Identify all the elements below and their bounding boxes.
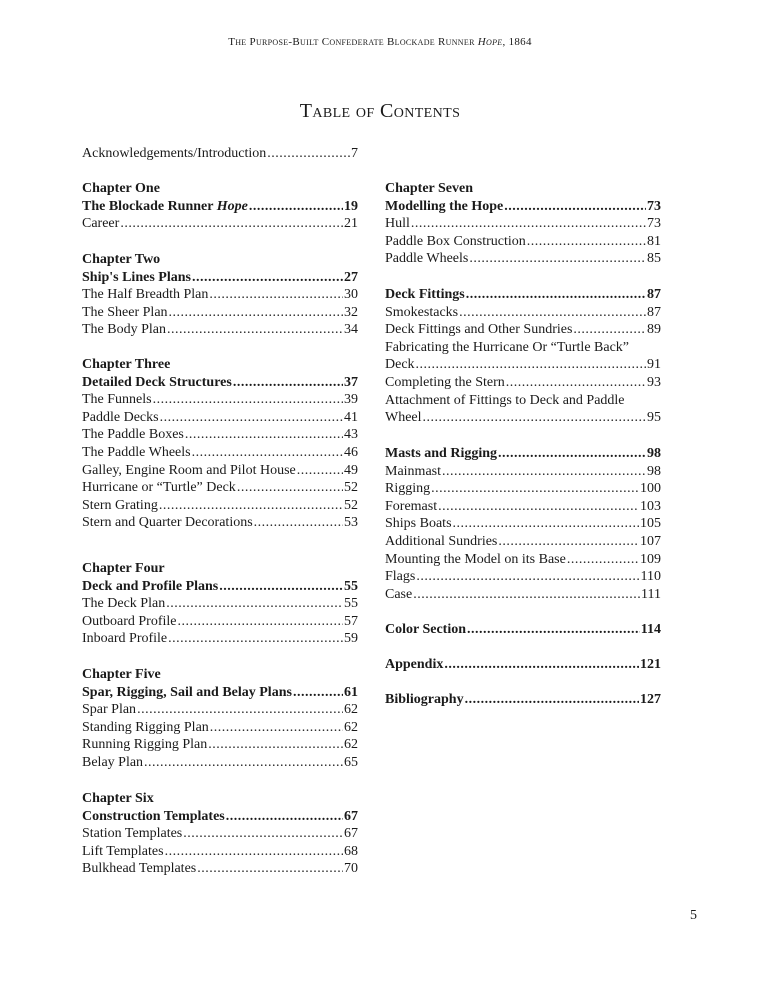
- chapter-heading: Chapter Six: [82, 791, 154, 806]
- toc-entry[interactable]: Belay Plan ..... 65: [82, 754, 358, 772]
- chapter-seven: [385, 180, 661, 268]
- toc-entry[interactable]: Deck and Profile Plans ..... 55: [82, 578, 358, 596]
- toc-entry[interactable]: Lift Templates ..... 68: [82, 843, 358, 861]
- chapter-heading: Chapter Two: [82, 252, 161, 267]
- toc-intro: [82, 145, 358, 163]
- running-title: The Purpose-Built Confederate Blockade Runner: [228, 36, 475, 48]
- toc-entry[interactable]: Ships Boats ..... 105: [385, 515, 661, 533]
- toc-entry[interactable]: Deck ..... 91: [385, 356, 661, 374]
- chapter-heading: Chapter Three: [82, 357, 171, 372]
- toc-entry[interactable]: Inboard Profile ..... 59: [82, 630, 358, 648]
- toc-entry[interactable]: Acknowledgements/Introduction ..... 7: [82, 145, 358, 163]
- toc-entry[interactable]: Detailed Deck Structures ..... 37: [82, 374, 358, 392]
- toc-entry[interactable]: Paddle Decks ..... 41: [82, 409, 358, 427]
- chapter-heading: Chapter Five: [82, 667, 161, 682]
- toc-entry[interactable]: Hull ..... 73: [385, 215, 661, 233]
- toc-entry[interactable]: The Funnels ..... 39: [82, 391, 358, 409]
- toc-entry[interactable]: Color Section ..... 114: [385, 621, 661, 639]
- section-deck-fittings: [385, 286, 661, 427]
- running-header: [0, 36, 760, 48]
- toc-entry[interactable]: Spar Plan ..... 62: [82, 701, 358, 719]
- toc-entry[interactable]: Bulkhead Templates ..... 70: [82, 860, 358, 878]
- toc-entry[interactable]: Paddle Wheels ..... 85: [385, 250, 661, 268]
- toc-entry[interactable]: Wheel ..... 95: [385, 409, 661, 427]
- toc-entry[interactable]: Appendix ..... 121: [385, 656, 661, 674]
- section-masts-rigging: [385, 445, 661, 603]
- toc-entry[interactable]: Stern and Quarter Decorations ..... 53: [82, 514, 358, 532]
- page-title: Table of Contents: [299, 100, 461, 122]
- toc-entry[interactable]: Completing the Stern ..... 93: [385, 374, 661, 392]
- toc-entry[interactable]: Hurricane or “Turtle” Deck ..... 52: [82, 479, 358, 497]
- toc-entry[interactable]: Mainmast ..... 98: [385, 463, 661, 481]
- toc-entry[interactable]: The Paddle Wheels ..... 46: [82, 444, 358, 462]
- section-bibliography: [385, 691, 661, 709]
- chapter-four: [82, 560, 358, 648]
- toc-entry[interactable]: Smokestacks ..... 87: [385, 304, 661, 322]
- toc-entry[interactable]: Deck Fittings ..... 87: [385, 286, 661, 304]
- toc-entry[interactable]: Standing Rigging Plan ..... 62: [82, 719, 358, 737]
- chapter-heading: Chapter One: [82, 181, 160, 196]
- chapter-two: [82, 251, 358, 339]
- toc-entry[interactable]: Case ..... 111: [385, 586, 661, 604]
- toc-entry[interactable]: Outboard Profile ..... 57: [82, 613, 358, 631]
- toc-entry[interactable]: Paddle Box Construction ..... 81: [385, 233, 661, 251]
- toc-entry[interactable]: Modelling the Hope ..... 73: [385, 198, 661, 216]
- toc-entry-wrap-line[interactable]: Attachment of Fittings to Deck and Paddle: [385, 392, 625, 408]
- toc-entry[interactable]: Career ..... 21: [82, 215, 358, 233]
- running-title-year: , 1864: [502, 36, 532, 48]
- chapter-one: [82, 180, 358, 233]
- toc-entry[interactable]: Ship's Lines Plans ..... 27: [82, 269, 358, 287]
- toc-entry[interactable]: Flags ..... 110: [385, 568, 661, 586]
- toc-entry[interactable]: Construction Templates ..... 67: [82, 808, 358, 826]
- toc-entry[interactable]: Bibliography ..... 127: [385, 691, 661, 709]
- toc-entry[interactable]: Stern Grating ..... 52: [82, 497, 358, 515]
- toc-entry[interactable]: Rigging ..... 100: [385, 480, 661, 498]
- toc-entry[interactable]: Masts and Rigging ..... 98: [385, 445, 661, 463]
- toc-entry[interactable]: Foremast ..... 103: [385, 498, 661, 516]
- toc-entry[interactable]: The Deck Plan ..... 55: [82, 595, 358, 613]
- chapter-five: [82, 666, 358, 772]
- toc-entry[interactable]: The Half Breadth Plan ..... 30: [82, 286, 358, 304]
- toc-entry[interactable]: Spar, Rigging, Sail and Belay Plans ..... 61: [82, 684, 358, 702]
- chapter-three: [82, 356, 358, 532]
- page-number: 5: [690, 908, 697, 923]
- toc-entry[interactable]: The Blockade Runner Hope ..... 19: [82, 198, 358, 216]
- chapter-heading: Chapter Seven: [385, 181, 474, 196]
- toc-entry[interactable]: Station Templates ..... 67: [82, 825, 358, 843]
- toc-entry[interactable]: The Paddle Boxes ..... 43: [82, 426, 358, 444]
- toc-entry[interactable]: The Body Plan ..... 34: [82, 321, 358, 339]
- toc-entry-wrap-line[interactable]: Fabricating the Hurricane Or “Turtle Back”: [385, 339, 630, 355]
- toc-entry[interactable]: The Sheer Plan ..... 32: [82, 304, 358, 322]
- toc-entry[interactable]: Running Rigging Plan ..... 62: [82, 736, 358, 754]
- toc-entry[interactable]: Galley, Engine Room and Pilot House ..... 49: [82, 462, 358, 480]
- chapter-heading: Chapter Four: [82, 561, 165, 576]
- toc-entry[interactable]: Mounting the Model on its Base ..... 109: [385, 551, 661, 569]
- toc-entry[interactable]: Additional Sundries ..... 107: [385, 533, 661, 551]
- toc-entry[interactable]: Deck Fittings and Other Sundries ..... 89: [385, 321, 661, 339]
- section-appendix: [385, 656, 661, 674]
- section-color: [385, 621, 661, 639]
- running-title-ship: Hope: [477, 36, 503, 48]
- chapter-six: [82, 790, 358, 878]
